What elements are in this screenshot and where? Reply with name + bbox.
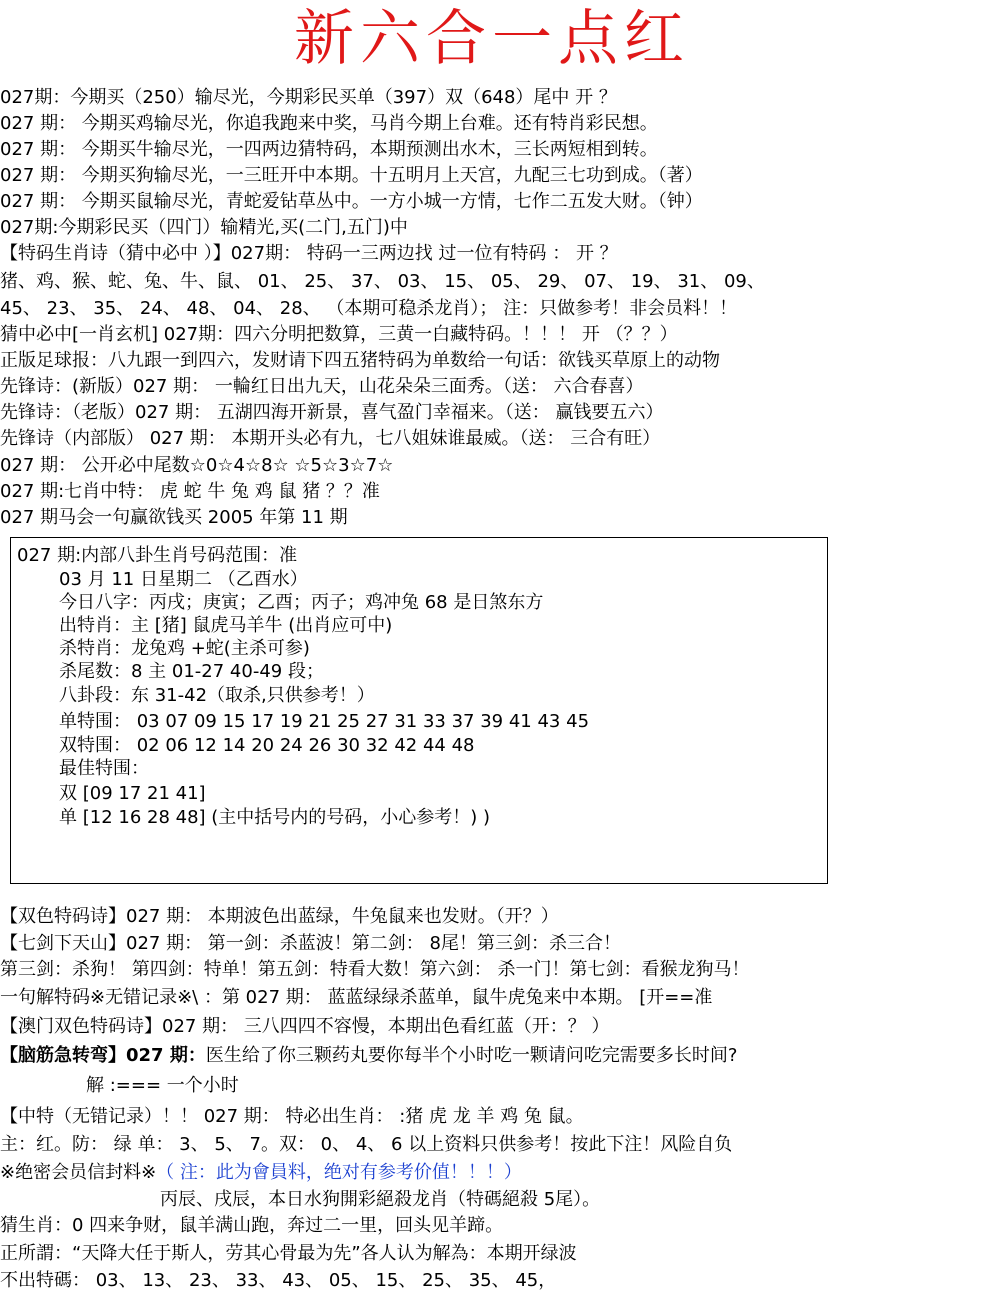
text-line: 027 期： 公开必中尾数☆0☆4☆8☆ ☆5☆3☆7☆ <box>0 455 394 476</box>
box-line: 双特围： 02 06 12 14 20 24 26 30 32 42 44 48 <box>59 735 475 756</box>
text-line: 猪、鸡、猴、蛇、兔、牛、鼠、 01、 25、 37、 03、 15、 05、 29、 07、 19、 31、 09、 <box>0 271 765 292</box>
text-line: 一句解特码※无错记录※\ ：第 027 期： 蓝蓝绿绿杀蓝单，鼠牛虎兔来中本期。 [开==准 <box>0 987 713 1008</box>
brain-teaser <box>0 1044 737 1068</box>
text-line: 正版足球报：八九跟一到四六，发财请下四五猪特码为单数给一句话：欲钱买草原上的动物 <box>0 350 720 371</box>
box-line: 出特肖：主 [猪] 鼠虎马羊牛 (出肖应可中) <box>59 615 393 636</box>
text-line: 先锋诗（内部版） 027 期： 本期开头必有九，七八姐妹谁最威。（送： 三合有旺） <box>0 428 661 449</box>
secret-line <box>0 1161 522 1185</box>
box-line: 八卦段：东 31-42（取杀,只供参考！） <box>59 685 375 706</box>
box-line: 今日八字：丙戌；庚寅；乙酉；丙子；鸡冲兔 68 是日煞东方 <box>59 592 544 613</box>
text-line: 先锋诗：(新版）027 期： 一輪红日出九天，山花朵朵三面秀。（送： 六合春喜） <box>0 376 644 397</box>
member-note: （ 注：此为會員料，绝对有参考价值！！！） <box>156 1162 522 1183</box>
text-line: 027 期： 今期买牛输尽光，一四两边猜特码，本期预测出水木，三长两短相到转。 <box>0 139 658 160</box>
text-line: 先锋诗：（老版）027 期： 五湖四海开新景，喜气盈门幸福来。（送： 赢钱要五六） <box>0 402 664 423</box>
text-line: 027 期： 今期买狗输尽光，一三旺开中本期。十五明月上天宫，九配三七功到成。（著） <box>0 165 703 186</box>
box-line: 杀特肖：龙兔鸡 +蛇(主杀可参) <box>59 638 310 659</box>
secret-prefix: ※绝密会员信封料※ <box>0 1162 157 1183</box>
box-header: 027 期:内部八卦生肖号码范围：准 <box>17 545 298 566</box>
text-line: 027 期： 今期买鸡输尽光，你追我跑来中奖，马肖今期上台难。还有特肖彩民想。 <box>0 113 658 134</box>
text-line: 027 期:七肖中特： 虎 蛇 牛 兔 鸡 鼠 猪 ？？准 <box>0 481 380 502</box>
page-title: 新六合一点红 <box>294 4 690 74</box>
brain-teaser-label: 【脑筋急转弯】027 期： <box>0 1045 206 1066</box>
text-line: 027 期马会一句赢欲钱买 2005 年第 11 期 <box>0 507 348 528</box>
text-line: 丙辰、戌辰，本日水狗開彩絕殺龙肖（特碼絕殺 5尾）。 <box>160 1189 601 1210</box>
text-line: 第三剑：杀狗！ 第四剑：特单！第五剑：特看大数！第六剑： 杀一门！第七剑：看猴龙狗马！ <box>0 959 750 980</box>
text-line: 45、 23、 35、 24、 48、 04、 28、 （本期可稳杀龙肖）； 注：只做参考！非会员料！！ <box>0 298 738 319</box>
text-line: 猜生肖：0 四来争财，鼠羊满山跑，奔过二一里，回头见羊蹄。 <box>0 1215 504 1236</box>
box-line: 单特围： 03 07 09 15 17 19 21 25 27 31 33 37 39 41 43 45 <box>59 711 590 732</box>
bagua-range-box <box>10 537 828 884</box>
text-line: 【七剑下天山】027 期： 第一剑：杀蓝波！第二剑： 8尾！第三剑：杀三合！ <box>0 933 621 954</box>
text-line: 主：红。防： 绿 单： 3、 5、 7。双： 0、 4、 6 以上资料只供参考！按此下注！风险自负 <box>0 1134 733 1155</box>
brain-teaser-answer: 解 :=== 一个小时 <box>86 1075 239 1096</box>
text-line: 【中特（无错记录）！！ 027 期： 特必出生肖： :猪 虎 龙 羊 鸡 兔 鼠。 <box>0 1106 584 1127</box>
box-line: 最佳特围： <box>59 758 149 779</box>
text-line: 【特码生肖诗（猜中必中 ）】027期： 特码一三两边找 过一位有特码 ： 开 ？ <box>0 243 618 264</box>
text-line: 猜中必中[一肖玄机] 027期：四六分明把数算，三黄一白藏特码。！！！ 开 （？？） <box>0 324 678 345</box>
text-line: 027期:今期彩民买（四门）输精光,买(二门,五门)中 <box>0 217 408 238</box>
text-line: 正所謂：“天降大任于斯人，劳其心骨最为先”各人认为解為：本期开绿波 <box>0 1243 577 1264</box>
text-line: 【澳门双色特码诗】027 期： 三八四四不容慢，本期出色看红蓝（开：？ ） <box>0 1016 610 1037</box>
text-line: 【双色特码诗】027 期： 本期波色出蓝绿，牛兔鼠来也发财。（开？） <box>0 906 559 927</box>
box-line: 03 月 11 日星期二 （乙酉水） <box>59 569 308 590</box>
text-line: 027期：今期买（250）输尽光，今期彩民买单（397）双（648）尾中 开 ？ <box>0 87 617 108</box>
text-line: 不出特碼： 03、 13、 23、 33、 43、 05、 15、 25、 35、 45， <box>0 1270 557 1291</box>
text-line: 027 期： 今期买鼠输尽光，青蛇爱钻草丛中。一方小城一方情，七作二五发大财。（钟） <box>0 191 703 212</box>
brain-teaser-question: 医生给了你三颗药丸要你每半个小时吃一颗请问吃完需要多长时间? <box>205 1045 738 1066</box>
box-line: 杀尾数：8 主 01-27 40-49 段； <box>59 661 324 682</box>
box-line: 单 [12 16 28 48] (主中括号内的号码，小心参考！) ) <box>59 807 491 828</box>
box-line: 双 [09 17 21 41] <box>59 783 206 804</box>
